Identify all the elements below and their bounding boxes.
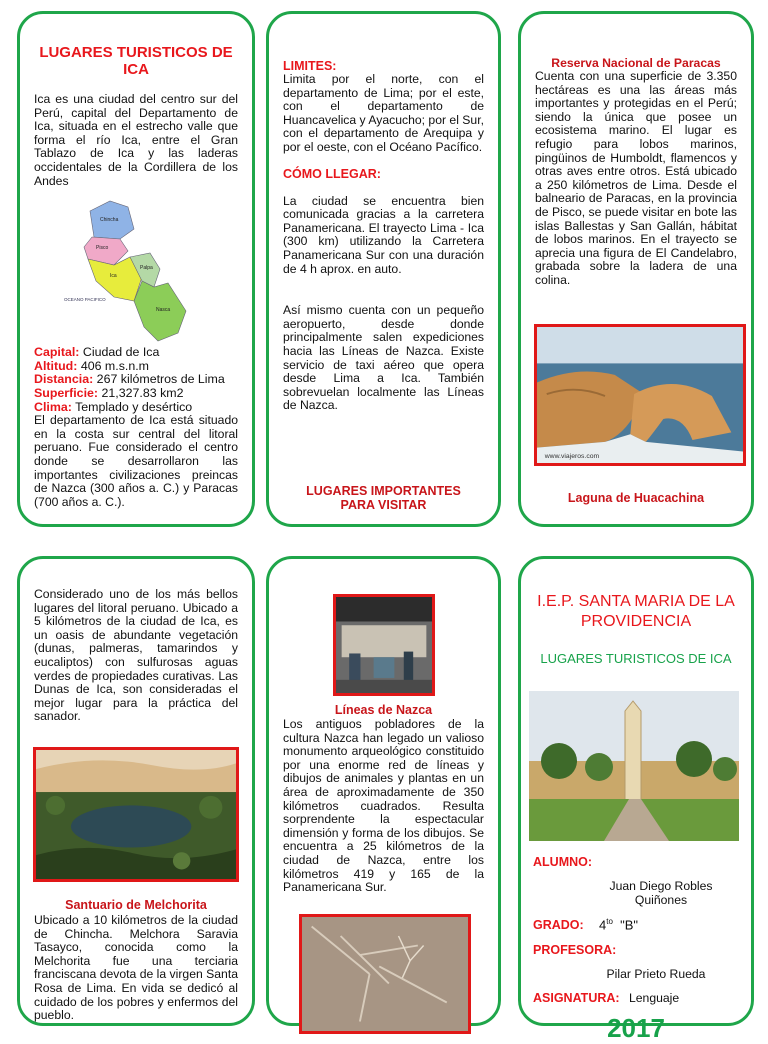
melchorita-text: Ubicado a 10 kilómetros de la ciudad de Chincha. Melchora Saravia Tasayco, conocida como la Melchorita fue una terciaria franciscana devota de la virgen Santa Rosa de Lima. En vida se dedicó al cuidado de los pobres y enfermos del pueblo. bbox=[34, 913, 238, 1023]
huacachina-title: Laguna de Huacachina bbox=[567, 491, 705, 505]
school-name: I.E.P. SANTA MARIA DE LA PROVIDENCIA bbox=[537, 593, 735, 630]
photo-credit: www.viajeros.com bbox=[544, 453, 600, 461]
ica-map bbox=[62, 193, 202, 343]
alumno-name: Juan Diego Robles Quiñones bbox=[609, 879, 713, 907]
paracas-title: Reserva Nacional de Paracas bbox=[551, 56, 721, 70]
panel-cover bbox=[518, 556, 754, 1043]
como-llegar-text: La ciudad se encuentra bien comunicada gracias a la carretera Panamericana. El trayecto Lima - Ica (300 km) utilizando la Carretera Panamericana Sur con una duración de 4 h aprox. en auto. bbox=[283, 193, 484, 276]
nazca-hummingbird-photo bbox=[299, 914, 471, 1034]
paracas-photo-image bbox=[537, 327, 743, 463]
huacachina-photo-image bbox=[36, 750, 236, 879]
huacachina-photo bbox=[33, 747, 239, 882]
grado-value: $4^{to}$ "B" bbox=[599, 917, 639, 933]
map-label-palpa: Palpa bbox=[140, 265, 153, 272]
cover-subtitle: LUGARES TURISTICOS DE ICA bbox=[540, 651, 732, 666]
panel-nazca bbox=[266, 556, 501, 1026]
fact-altitud: Altitud: 406 m.s.n.m bbox=[34, 358, 149, 373]
alumno-label: ALUMNO: bbox=[533, 855, 593, 869]
map-label-ica: Ica bbox=[110, 273, 117, 280]
year-label: 2017 bbox=[607, 1013, 665, 1043]
paracas-photo bbox=[534, 324, 746, 466]
fact-distancia: Distancia: 267 kilómetros de Lima bbox=[34, 372, 225, 387]
panel-intro bbox=[17, 11, 255, 527]
map-label-ocean: OCEANO PACIFICO bbox=[64, 297, 106, 303]
map-label-chincha: Chincha bbox=[100, 217, 119, 224]
map-label-nasca: Nasca bbox=[156, 307, 171, 314]
plaza-photo bbox=[529, 691, 739, 841]
nazca-interior-photo-image bbox=[336, 597, 432, 693]
grado-label: GRADO: bbox=[533, 918, 584, 932]
history-text: El departamento de Ica está situado en la costa sur central del litoral peruano. Fue considerado el centro donde se desarrollaron las importantes civilizaciones preincas de Nazca (300 años a. C.) y Paracas (700 años a. C.). bbox=[34, 413, 238, 509]
nazca-lines-title: Líneas de Nazca bbox=[334, 703, 433, 717]
nazca-lines-text: Los antiguos pobladores de la cultura Nazca han legado un valioso monumento arqueológico constituido por una enorme red de líneas y dibujos de animales y plantas en un área de aproximadamente de 350 kilómetros cuadrados. Resulta sorprendente la espectacular dimensión y forma de los dibujos. Se encuentra a 25 kilómetros de la ciudad de Nazca, entre los kilómetros 419 y 165 de la Panamericana Sur. bbox=[283, 717, 484, 895]
nazca-interior-photo bbox=[333, 594, 435, 696]
fact-superficie: Superficie: 21,327.83 km2 bbox=[34, 385, 184, 400]
nazca-hummingbird-image bbox=[302, 917, 468, 1031]
paracas-text: Cuenta con una superficie de 3.350 hectáreas es una las áreas más importantes y protegidas en el Perú; siendo la única que posee un ecosistema marino. El lugar es refugio para lobos marinos, pingüinos de Humboldt, flamencos y otras aves entre otros. Está ubicado a 250 kilómetros de Lima. Desde el balneario de Paracas, en la provincia de Pisco, se puede visitar en bote las islas Ballestas y San Gallán, hábitat de lobos marinos. En el trayecto se aprecia una figura de El Candelabro, grabada sobre la ladera de una colina. bbox=[535, 69, 737, 287]
melchorita-title: Santuario de Melchorita bbox=[65, 898, 207, 912]
plaza-photo-image bbox=[529, 691, 739, 841]
asignatura-label: ASIGNATURA: bbox=[533, 991, 620, 1005]
fact-capital: Capital: Ciudad de Ica bbox=[34, 345, 160, 360]
lugares-importantes-title: LUGARES IMPORTANTES PARA VISITAR bbox=[306, 484, 461, 512]
asignatura-value: Lenguaje bbox=[629, 991, 680, 1005]
brochure-title: LUGARES TURISTICOS DE ICA bbox=[39, 44, 233, 78]
aeropuerto-text: Así mismo cuenta con un pequeño aeropuerto, desde donde principalmente salen expediciones hacia las Líneas de Nazca. Existe servicio de taxi aéreo que opera desde Lima a Ica. También sobrevuelan localmente las Líneas de Nazca. bbox=[283, 303, 484, 413]
como-llegar-heading: CÓMO LLEGAR: bbox=[283, 166, 381, 181]
fact-clima: Clima: Templado y desértico bbox=[34, 399, 193, 414]
profesora-label: PROFESORA: bbox=[533, 943, 617, 957]
panel-limites bbox=[266, 11, 501, 527]
huacachina-text: Considerado uno de los más bellos lugares del litoral peruano. Ubicado a 5 kilómetros de la ciudad de Ica, es un oasis de abundante vegetación (dunas, palmeras, tamarindos y eucaliptos) con sulfurosas aguas verdes de propiedades curativas. Las Dunas de Ica, son consideradas el mejor lugar para la práctica del sanador. bbox=[34, 587, 238, 724]
limites-text: Limita por el norte, con el departamento de Lima; por el este, con el departamento de Huancavelica y Ayacucho; por el Sur, con el departamento de Arequipa y por el oeste, con el Océano Pacífico. bbox=[283, 72, 484, 154]
facts-list bbox=[34, 346, 238, 414]
ica-map-graphic bbox=[62, 193, 202, 343]
panel-paracas bbox=[518, 11, 754, 527]
intro-text: Ica es una ciudad del centro sur del Perú, capital del Departamento de Ica, situada en el estrecho valle que forma el río Ica, entre el Gran Tablazo de Ica y las laderas occidentales de la Cordillera de los Andes bbox=[34, 92, 238, 188]
limites-heading: LIMITES: bbox=[283, 59, 337, 73]
panel-huacachina bbox=[17, 556, 255, 1026]
map-label-pisco: Pisco bbox=[96, 245, 109, 252]
profesora-name: Pilar Prieto Rueda bbox=[606, 967, 706, 981]
